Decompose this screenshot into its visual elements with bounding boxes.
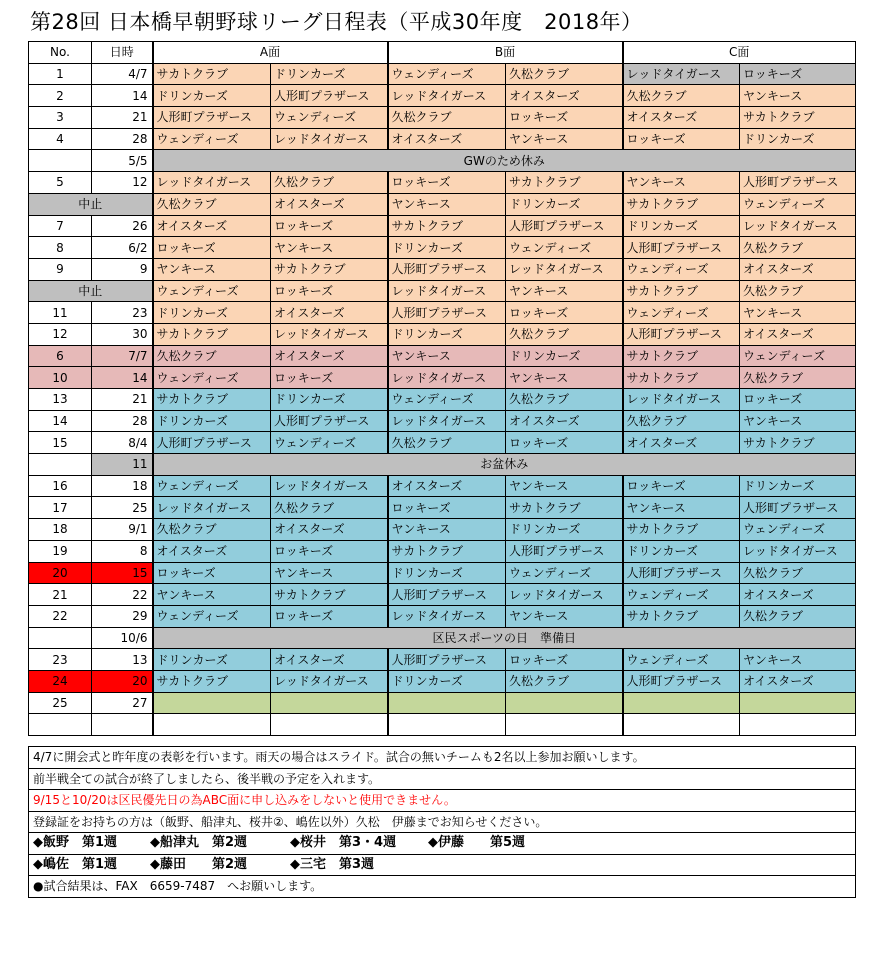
team-cell: ウェンディーズ: [623, 302, 740, 324]
team-cell: レッドタイガース: [271, 475, 388, 497]
schedule-row: [29, 497, 856, 519]
row-date: 5/5: [92, 150, 153, 172]
row-date: 8: [92, 540, 153, 562]
row-number: 17: [29, 497, 92, 519]
team-cell: ヤンキース: [271, 237, 388, 259]
team-cell: [623, 714, 740, 736]
holiday-label: お盆休み: [153, 454, 856, 476]
team-cell: ドリンカーズ: [271, 389, 388, 411]
note-second-half: 前半戦全ての試合が終了しましたら、後半戦の予定を入れます。: [29, 768, 856, 790]
team-cell: ウェンディーズ: [623, 649, 740, 671]
team-cell: サカトクラブ: [623, 193, 740, 215]
team-cell: ウェンディーズ: [623, 258, 740, 280]
team-cell: 人形町プラザース: [388, 584, 506, 606]
schedule-row: [29, 519, 856, 541]
row-date: 20: [92, 670, 153, 692]
team-cell: サカトクラブ: [740, 432, 856, 454]
row-number: 8: [29, 237, 92, 259]
team-cell: ドリンカーズ: [740, 128, 856, 150]
row-number: 12: [29, 323, 92, 345]
schedule-row: [29, 258, 856, 280]
row-date: 22: [92, 584, 153, 606]
team-cell: レッドタイガース: [388, 410, 506, 432]
row-number: [29, 627, 92, 649]
team-cell: ウェンディーズ: [388, 63, 506, 85]
schedule-row: [29, 323, 856, 345]
row-date: 28: [92, 410, 153, 432]
team-cell: ドリンカーズ: [623, 540, 740, 562]
team-cell: [153, 714, 271, 736]
team-cell: サカトクラブ: [740, 107, 856, 129]
row-date: 13: [92, 649, 153, 671]
row-number: 20: [29, 562, 92, 584]
header-field-a: A面: [153, 42, 388, 64]
team-cell: ロッキーズ: [506, 649, 623, 671]
team-cell: ロッキーズ: [388, 172, 506, 194]
team-cell: ロッキーズ: [271, 540, 388, 562]
team-cell: [271, 692, 388, 714]
team-cell: [271, 714, 388, 736]
note-priority-days: 9/15と10/20は区民優先日の為ABC面に申し込みをしないと使用できません。: [29, 790, 856, 812]
row-date: 23: [92, 302, 153, 324]
team-cell: オイスターズ: [623, 107, 740, 129]
team-cell: 人形町プラザース: [623, 323, 740, 345]
team-cell: 久松クラブ: [740, 237, 856, 259]
team-cell: オイスターズ: [271, 519, 388, 541]
team-cell: 久松クラブ: [388, 432, 506, 454]
team-cell: ドリンカーズ: [271, 63, 388, 85]
schedule-row: [29, 215, 856, 237]
team-cell: 久松クラブ: [740, 562, 856, 584]
team-cell: 人形町プラザース: [388, 258, 506, 280]
team-cell: サカトクラブ: [153, 389, 271, 411]
row-date: 8/4: [92, 432, 153, 454]
schedule-row: [29, 345, 856, 367]
team-cell: オイスターズ: [388, 128, 506, 150]
team-cell: 久松クラブ: [506, 670, 623, 692]
team-cell: ドリンカーズ: [623, 215, 740, 237]
team-cell: ヤンキース: [740, 410, 856, 432]
team-cell: ドリンカーズ: [506, 345, 623, 367]
schedule-row: [29, 85, 856, 107]
row-number: 19: [29, 540, 92, 562]
team-cell: サカトクラブ: [506, 497, 623, 519]
team-cell: レッドタイガース: [271, 323, 388, 345]
team-cell: [623, 692, 740, 714]
team-cell: ヤンキース: [506, 475, 623, 497]
team-cell: サカトクラブ: [623, 519, 740, 541]
team-cell: レッドタイガース: [271, 670, 388, 692]
schedule-row: [29, 410, 856, 432]
team-cell: [506, 692, 623, 714]
team-cell: レッドタイガース: [388, 605, 506, 627]
row-date: 29: [92, 605, 153, 627]
team-cell: ヤンキース: [506, 280, 623, 302]
schedule-row: [29, 562, 856, 584]
team-cell: ドリンカーズ: [153, 302, 271, 324]
schedule-row: [29, 627, 856, 649]
team-cell: ロッキーズ: [271, 280, 388, 302]
row-number: 4: [29, 128, 92, 150]
team-cell: ウェンディーズ: [271, 107, 388, 129]
header-date: 日時: [92, 42, 153, 64]
team-cell: ロッキーズ: [153, 562, 271, 584]
team-cell: ロッキーズ: [271, 367, 388, 389]
team-cell: レッドタイガース: [388, 367, 506, 389]
team-cell: サカトクラブ: [153, 63, 271, 85]
team-cell: オイスターズ: [506, 410, 623, 432]
duty-item: ◆伊藤 第5週: [428, 835, 526, 851]
team-cell: 人形町プラザース: [740, 172, 856, 194]
team-cell: オイスターズ: [271, 345, 388, 367]
team-cell: ヤンキース: [388, 519, 506, 541]
team-cell: オイスターズ: [271, 649, 388, 671]
team-cell: サカトクラブ: [271, 258, 388, 280]
schedule-row: [29, 540, 856, 562]
team-cell: 人形町プラザース: [623, 562, 740, 584]
team-cell: 久松クラブ: [271, 497, 388, 519]
team-cell: 人形町プラザース: [506, 215, 623, 237]
schedule-row: [29, 172, 856, 194]
team-cell: ロッキーズ: [153, 237, 271, 259]
team-cell: オイスターズ: [153, 215, 271, 237]
team-cell: サカトクラブ: [388, 215, 506, 237]
row-date: 9/1: [92, 519, 153, 541]
team-cell: レッドタイガース: [153, 497, 271, 519]
row-number: [29, 454, 92, 476]
team-cell: ヤンキース: [740, 85, 856, 107]
row-date: 26: [92, 215, 153, 237]
row-date: 14: [92, 367, 153, 389]
team-cell: サカトクラブ: [153, 323, 271, 345]
team-cell: 久松クラブ: [153, 193, 271, 215]
team-cell: ウェンディーズ: [740, 345, 856, 367]
team-cell: ヤンキース: [153, 584, 271, 606]
row-number: [29, 150, 92, 172]
schedule-row: [29, 670, 856, 692]
header-field-c: C面: [623, 42, 856, 64]
row-date: 28: [92, 128, 153, 150]
row-number: 21: [29, 584, 92, 606]
page-title: 第28回 日本橋早朝野球リーグ日程表（平成30年度 2018年）: [30, 10, 643, 34]
team-cell: 久松クラブ: [740, 605, 856, 627]
row-date: 10/6: [92, 627, 153, 649]
team-cell: 久松クラブ: [740, 367, 856, 389]
team-cell: ドリンカーズ: [388, 237, 506, 259]
schedule-row: [29, 63, 856, 85]
schedule-row: [29, 692, 856, 714]
team-cell: [740, 692, 856, 714]
team-cell: 久松クラブ: [388, 107, 506, 129]
team-cell: サカトクラブ: [271, 584, 388, 606]
team-cell: 人形町プラザース: [623, 670, 740, 692]
team-cell: レッドタイガース: [153, 172, 271, 194]
team-cell: サカトクラブ: [623, 280, 740, 302]
schedule-row: [29, 237, 856, 259]
team-cell: ロッキーズ: [388, 497, 506, 519]
row-date: 6/2: [92, 237, 153, 259]
row-date: 21: [92, 107, 153, 129]
team-cell: レッドタイガース: [740, 540, 856, 562]
team-cell: 久松クラブ: [506, 63, 623, 85]
row-number: 25: [29, 692, 92, 714]
team-cell: レッドタイガース: [388, 85, 506, 107]
team-cell: オイスターズ: [740, 323, 856, 345]
team-cell: ヤンキース: [740, 649, 856, 671]
team-cell: レッドタイガース: [506, 584, 623, 606]
team-cell: ヤンキース: [506, 128, 623, 150]
team-cell: ロッキーズ: [740, 389, 856, 411]
team-cell: ロッキーズ: [506, 432, 623, 454]
team-cell: オイスターズ: [271, 302, 388, 324]
team-cell: 人形町プラザース: [740, 497, 856, 519]
team-cell: レッドタイガース: [388, 280, 506, 302]
schedule-row: [29, 150, 856, 172]
team-cell: オイスターズ: [388, 475, 506, 497]
team-cell: サカトクラブ: [388, 540, 506, 562]
note-registration: 登録証をお持ちの方は（飯野、船津丸、桜井②、嶋佐以外）久松 伊藤までお知らせください。: [29, 811, 856, 833]
team-cell: サカトクラブ: [506, 172, 623, 194]
row-number: 18: [29, 519, 92, 541]
team-cell: ウェンディーズ: [153, 605, 271, 627]
duty-item: ◆船津丸 第2週: [150, 835, 248, 851]
team-cell: オイスターズ: [623, 432, 740, 454]
team-cell: ドリンカーズ: [153, 85, 271, 107]
team-cell: 人形町プラザース: [388, 302, 506, 324]
cancelled-label: 中止: [29, 193, 153, 215]
header-no: No.: [29, 42, 92, 64]
team-cell: 久松クラブ: [623, 410, 740, 432]
schedule-row: [29, 475, 856, 497]
team-cell: ヤンキース: [623, 497, 740, 519]
team-cell: ヤンキース: [388, 193, 506, 215]
team-cell: 人形町プラザース: [153, 107, 271, 129]
duty-item: ◆三宅 第3週: [290, 856, 375, 872]
row-number: 1: [29, 63, 92, 85]
team-cell: サカトクラブ: [623, 605, 740, 627]
team-cell: ウェンディーズ: [153, 280, 271, 302]
team-cell: レッドタイガース: [623, 63, 740, 85]
team-cell: オイスターズ: [153, 540, 271, 562]
row-number: 11: [29, 302, 92, 324]
team-cell: ロッキーズ: [506, 107, 623, 129]
team-cell: ドリンカーズ: [740, 475, 856, 497]
team-cell: オイスターズ: [740, 584, 856, 606]
row-date: 4/7: [92, 63, 153, 85]
duty-item: ◆藤田 第2週: [150, 856, 248, 872]
team-cell: 人形町プラザース: [271, 85, 388, 107]
schedule-row: [29, 367, 856, 389]
team-cell: ドリンカーズ: [153, 410, 271, 432]
team-cell: ヤンキース: [740, 302, 856, 324]
team-cell: [740, 714, 856, 736]
team-cell: ヤンキース: [623, 172, 740, 194]
team-cell: 久松クラブ: [506, 389, 623, 411]
team-cell: ドリンカーズ: [388, 323, 506, 345]
team-cell: ドリンカーズ: [388, 670, 506, 692]
holiday-label: GWのため休み: [153, 150, 856, 172]
team-cell: [153, 692, 271, 714]
team-cell: ロッキーズ: [623, 128, 740, 150]
team-cell: 人形町プラザース: [623, 237, 740, 259]
team-cell: ウェンディーズ: [740, 193, 856, 215]
schedule-row: [29, 605, 856, 627]
team-cell: 久松クラブ: [623, 85, 740, 107]
row-number: 10: [29, 367, 92, 389]
duty-item: ◆飯野 第1週: [33, 835, 118, 851]
team-cell: ドリンカーズ: [388, 562, 506, 584]
schedule-row: [29, 389, 856, 411]
schedule-row: [29, 302, 856, 324]
row-number: 3: [29, 107, 92, 129]
duty-row-1: [29, 833, 856, 855]
notes-box: [28, 746, 856, 898]
schedule-row: [29, 193, 856, 215]
schedule-row: [29, 107, 856, 129]
team-cell: オイスターズ: [740, 670, 856, 692]
schedule-table: [28, 41, 856, 736]
team-cell: 久松クラブ: [506, 323, 623, 345]
cancelled-label: 中止: [29, 280, 153, 302]
team-cell: ウェンディーズ: [506, 237, 623, 259]
row-number: 24: [29, 670, 92, 692]
row-date: 14: [92, 85, 153, 107]
header-field-b: B面: [388, 42, 623, 64]
team-cell: 人形町プラザース: [271, 410, 388, 432]
row-number: 14: [29, 410, 92, 432]
row-number: 16: [29, 475, 92, 497]
row-date: 18: [92, 475, 153, 497]
team-cell: 久松クラブ: [271, 172, 388, 194]
row-date: 9: [92, 258, 153, 280]
team-cell: レッドタイガース: [271, 128, 388, 150]
row-date: 11: [92, 454, 153, 476]
team-cell: ドリンカーズ: [153, 649, 271, 671]
team-cell: レッドタイガース: [740, 215, 856, 237]
schedule-row: [29, 649, 856, 671]
row-number: 13: [29, 389, 92, 411]
row-number: 5: [29, 172, 92, 194]
team-cell: ウェンディーズ: [153, 128, 271, 150]
team-cell: オイスターズ: [506, 85, 623, 107]
team-cell: ロッキーズ: [271, 605, 388, 627]
team-cell: ロッキーズ: [740, 63, 856, 85]
team-cell: ヤンキース: [388, 345, 506, 367]
row-date: 27: [92, 692, 153, 714]
team-cell: [388, 714, 506, 736]
row-date: [92, 714, 153, 736]
row-date: 25: [92, 497, 153, 519]
team-cell: 人形町プラザース: [153, 432, 271, 454]
note-opening: 4/7に開会式と昨年度の表彰を行います。雨天の場合はスライド。試合の無いチームも2名以上参加お願いします。: [29, 747, 856, 769]
team-cell: ヤンキース: [271, 562, 388, 584]
row-number: 15: [29, 432, 92, 454]
team-cell: ウェンディーズ: [623, 584, 740, 606]
schedule-row: [29, 128, 856, 150]
schedule-row: [29, 714, 856, 736]
team-cell: サカトクラブ: [623, 367, 740, 389]
row-number: 7: [29, 215, 92, 237]
team-cell: オイスターズ: [740, 258, 856, 280]
team-cell: ウェンディーズ: [740, 519, 856, 541]
row-number: 23: [29, 649, 92, 671]
team-cell: サカトクラブ: [623, 345, 740, 367]
row-number: 6: [29, 345, 92, 367]
row-number: 2: [29, 85, 92, 107]
team-cell: レッドタイガース: [623, 389, 740, 411]
row-number: 9: [29, 258, 92, 280]
row-number: [29, 714, 92, 736]
row-date: 21: [92, 389, 153, 411]
header-row: [29, 42, 856, 64]
team-cell: ヤンキース: [153, 258, 271, 280]
row-number: 22: [29, 605, 92, 627]
team-cell: ウェンディーズ: [388, 389, 506, 411]
team-cell: [506, 714, 623, 736]
team-cell: 久松クラブ: [153, 519, 271, 541]
row-date: 30: [92, 323, 153, 345]
team-cell: ロッキーズ: [623, 475, 740, 497]
duty-item: ◆嶋佐 第1週: [33, 856, 118, 872]
team-cell: 人形町プラザース: [388, 649, 506, 671]
team-cell: ウェンディーズ: [271, 432, 388, 454]
team-cell: ロッキーズ: [506, 302, 623, 324]
duty-item: ◆桜井 第3・4週: [290, 835, 397, 851]
team-cell: ロッキーズ: [271, 215, 388, 237]
holiday-label: 区民スポーツの日 準備日: [153, 627, 856, 649]
team-cell: ドリンカーズ: [506, 193, 623, 215]
team-cell: ドリンカーズ: [506, 519, 623, 541]
team-cell: ヤンキース: [506, 367, 623, 389]
team-cell: 久松クラブ: [153, 345, 271, 367]
schedule-row: [29, 280, 856, 302]
team-cell: 人形町プラザース: [506, 540, 623, 562]
row-date: 7/7: [92, 345, 153, 367]
team-cell: オイスターズ: [271, 193, 388, 215]
team-cell: ウェンディーズ: [506, 562, 623, 584]
schedule-row: [29, 584, 856, 606]
team-cell: ヤンキース: [506, 605, 623, 627]
team-cell: レッドタイガース: [506, 258, 623, 280]
duty-row-2: [29, 854, 856, 876]
schedule-row: [29, 454, 856, 476]
team-cell: ウェンディーズ: [153, 475, 271, 497]
row-date: 12: [92, 172, 153, 194]
team-cell: ウェンディーズ: [153, 367, 271, 389]
team-cell: [388, 692, 506, 714]
row-date: 15: [92, 562, 153, 584]
team-cell: サカトクラブ: [153, 670, 271, 692]
team-cell: 久松クラブ: [740, 280, 856, 302]
note-fax: ●試合結果は、FAX 6659-7487 へお願いします。: [29, 876, 856, 898]
schedule-row: [29, 432, 856, 454]
